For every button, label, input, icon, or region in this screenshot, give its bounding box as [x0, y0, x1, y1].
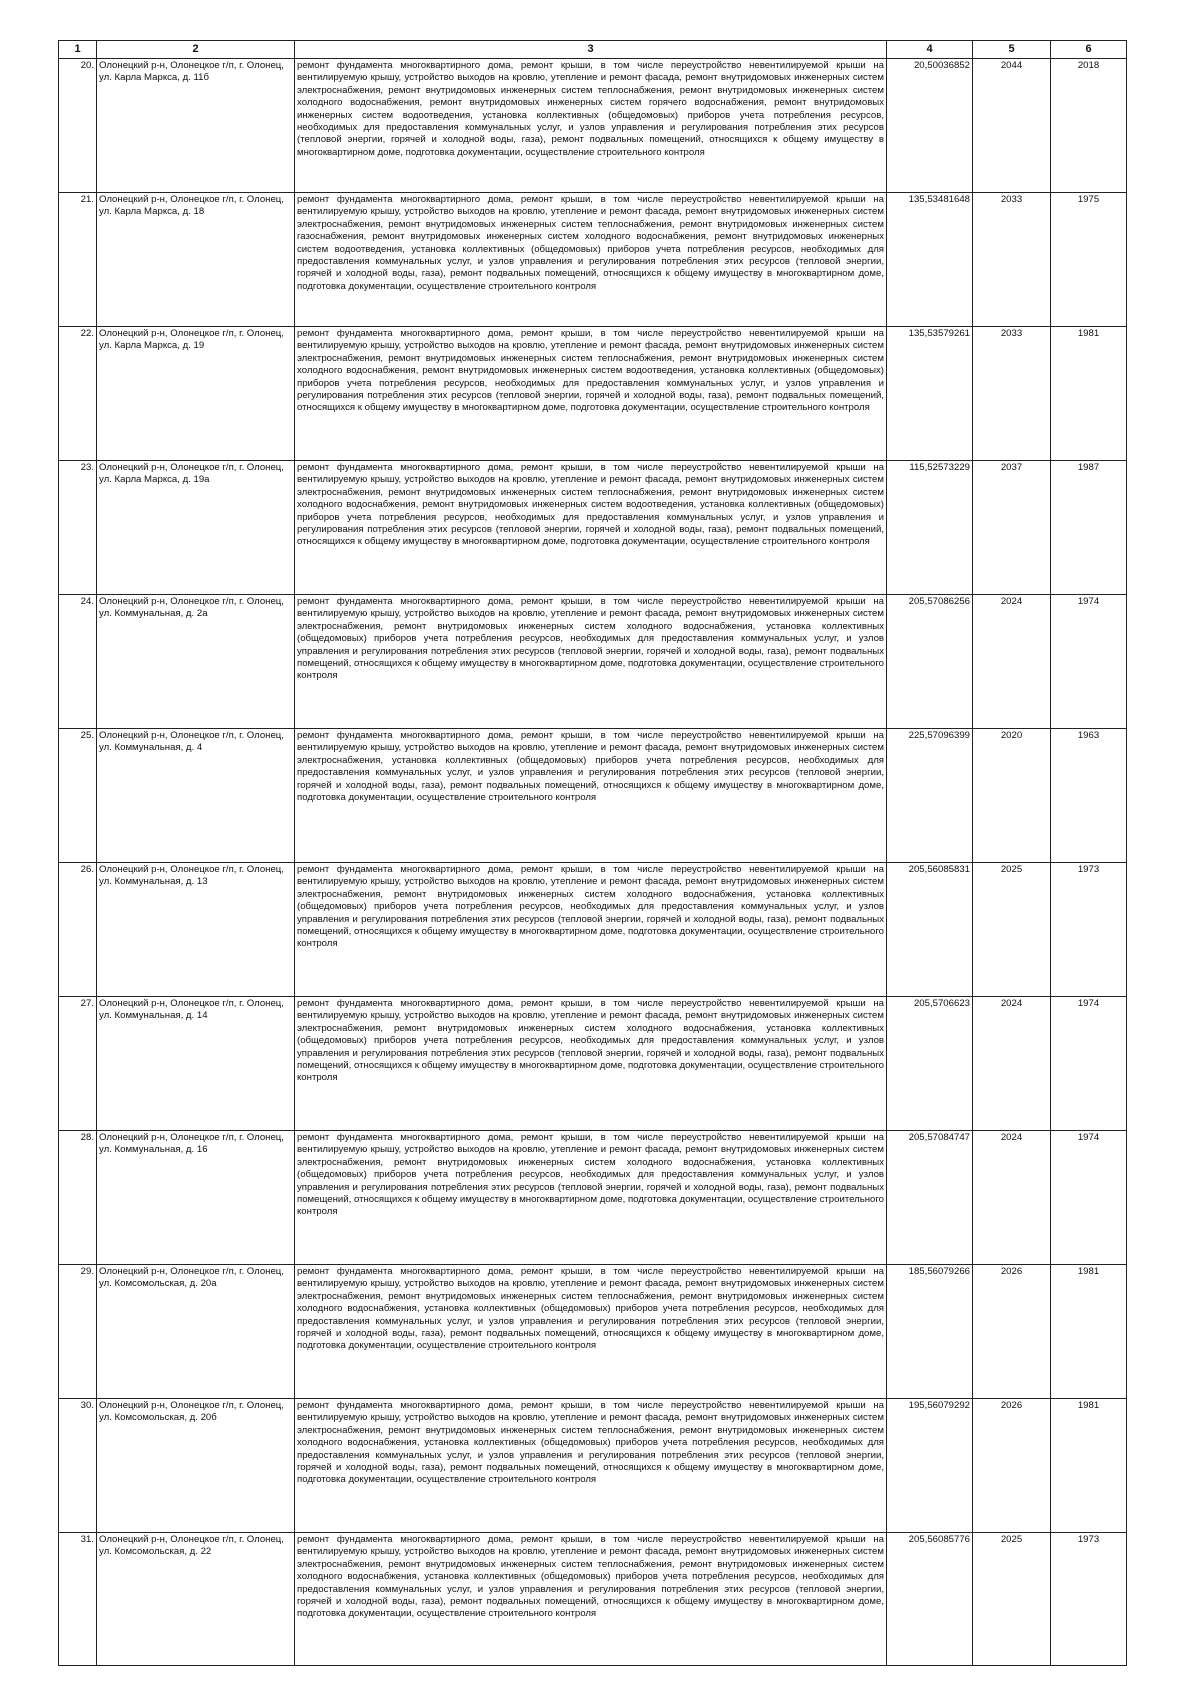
row-number: 24. [59, 595, 97, 729]
row-year-plan: 2024 [973, 997, 1051, 1131]
row-address: Олонецкий р-н, Олонецкое г/п, г. Олонец, ул. Коммунальная, д. 16 [97, 1131, 295, 1265]
row-year-built: 1963 [1051, 729, 1127, 863]
row-value: 135,53579261 [887, 327, 973, 461]
row-value: 115,52573229 [887, 461, 973, 595]
row-address: Олонецкий р-н, Олонецкое г/п, г. Олонец, ул. Коммунальная, д. 13 [97, 863, 295, 997]
row-value: 205,56085831 [887, 863, 973, 997]
document-page [58, 40, 1126, 1666]
row-address: Олонецкий р-н, Олонецкое г/п, г. Олонец, ул. Коммунальная, д. 2а [97, 595, 295, 729]
table-row [59, 193, 1127, 327]
table-row [59, 1533, 1127, 1666]
table-row [59, 1265, 1127, 1399]
row-number: 25. [59, 729, 97, 863]
column-header-2: 2 [97, 41, 295, 59]
row-address: Олонецкий р-н, Олонецкое г/п, г. Олонец, ул. Карла Маркса, д. 18 [97, 193, 295, 327]
row-value: 185,56079266 [887, 1265, 973, 1399]
row-year-plan: 2033 [973, 193, 1051, 327]
row-year-plan: 2025 [973, 1533, 1051, 1666]
row-year-built: 1974 [1051, 1131, 1127, 1265]
row-year-built: 1981 [1051, 1399, 1127, 1533]
column-header-1: 1 [59, 41, 97, 59]
row-year-built: 1975 [1051, 193, 1127, 327]
row-value: 205,5706623 [887, 997, 973, 1131]
row-year-plan: 2024 [973, 1131, 1051, 1265]
row-number: 31. [59, 1533, 97, 1666]
row-works: ремонт фундамента многоквартирного дома, ремонт крыши, в том числе переустройство невентилируемой крыши на вентилируемую крышу, устройство выходов на кровлю, утепление и ремонт фасада, ремонт внутридомовых инженерных систем электроснабжения, ремонт внутридомовых инженерных систем теплоснабжения, ремонт внутридомовых инженерных систем холодного водоснабжения, ремонт внутридомовых инженерных систем водоотведения, установка коллективных (общедомовых) приборов учета потребления ресурсов, необходимых для предоставления коммунальных услуг, и узлов управления и регулирования потребления этих ресурсов (тепловой энергии, горячей и холодной воды, газа), ремонт подвальных помещений, относящихся к общему имуществу в многоквартирном доме, подготовка документации, осуществление строительного контроля [295, 327, 887, 461]
row-value: 195,56079292 [887, 1399, 973, 1533]
row-year-built: 1973 [1051, 1533, 1127, 1666]
row-address: Олонецкий р-н, Олонецкое г/п, г. Олонец, ул. Карла Маркса, д. 19 [97, 327, 295, 461]
row-year-built: 2018 [1051, 59, 1127, 193]
row-works: ремонт фундамента многоквартирного дома, ремонт крыши, в том числе переустройство невентилируемой крыши на вентилируемую крышу, устройство выходов на кровлю, утепление и ремонт фасада, ремонт внутридомовых инженерных систем электроснабжения, ремонт внутридомовых инженерных систем теплоснабжения, ремонт внутридомовых инженерных систем газоснабжения, ремонт внутридомовых инженерных систем холодного водоснабжения, ремонт внутридомовых инженерных систем водоотведения, установка коллективных (общедомовых) приборов учета потребления ресурсов, необходимых для предоставления коммунальных услуг, и узлов управления и регулирования потребления этих ресурсов (тепловой энергии, горячей и холодной воды, газа), ремонт подвальных помещений, относящихся к общему имуществу в многоквартирном доме, подготовка документации, осуществление строительного контроля [295, 193, 887, 327]
row-value: 205,57086256 [887, 595, 973, 729]
row-address: Олонецкий р-н, Олонецкое г/п, г. Олонец, ул. Комсомольская, д. 22 [97, 1533, 295, 1666]
row-year-plan: 2026 [973, 1265, 1051, 1399]
row-year-plan: 2033 [973, 327, 1051, 461]
row-year-plan: 2026 [973, 1399, 1051, 1533]
table-row [59, 461, 1127, 595]
row-year-plan: 2037 [973, 461, 1051, 595]
row-number: 23. [59, 461, 97, 595]
row-year-built: 1987 [1051, 461, 1127, 595]
row-value: 205,56085776 [887, 1533, 973, 1666]
row-address: Олонецкий р-н, Олонецкое г/п, г. Олонец, ул. Карла Маркса, д. 11б [97, 59, 295, 193]
row-address: Олонецкий р-н, Олонецкое г/п, г. Олонец, ул. Коммунальная, д. 4 [97, 729, 295, 863]
row-year-built: 1981 [1051, 1265, 1127, 1399]
row-year-plan: 2025 [973, 863, 1051, 997]
capital-repair-table [58, 40, 1127, 1666]
row-address: Олонецкий р-н, Олонецкое г/п, г. Олонец, ул. Коммунальная, д. 14 [97, 997, 295, 1131]
column-header-4: 4 [887, 41, 973, 59]
table-row [59, 863, 1127, 997]
row-year-built: 1974 [1051, 997, 1127, 1131]
row-address: Олонецкий р-н, Олонецкое г/п, г. Олонец, ул. Комсомольская, д. 20а [97, 1265, 295, 1399]
row-works: ремонт фундамента многоквартирного дома, ремонт крыши, в том числе переустройство невентилируемой крыши на вентилируемую крышу, устройство выходов на кровлю, утепление и ремонт фасада, ремонт внутридомовых инженерных систем электроснабжения, ремонт внутридомовых инженерных систем теплоснабжения, ремонт внутридомовых инженерных систем холодного водоснабжения, установка коллективных (общедомовых) приборов учета потребления ресурсов, необходимых для предоставления коммунальных услуг, и узлов управления и регулирования потребления этих ресурсов (тепловой энергии, горячей и холодной воды, газа), ремонт подвальных помещений, относящихся к общему имуществу в многоквартирном доме, подготовка документации, осуществление строительного контроля [295, 1533, 887, 1666]
table-row [59, 595, 1127, 729]
column-header-6: 6 [1051, 41, 1127, 59]
table-header-row [59, 41, 1127, 59]
row-year-built: 1973 [1051, 863, 1127, 997]
row-address: Олонецкий р-н, Олонецкое г/п, г. Олонец, ул. Карла Маркса, д. 19а [97, 461, 295, 595]
row-number: 26. [59, 863, 97, 997]
column-header-5: 5 [973, 41, 1051, 59]
table-row [59, 1399, 1127, 1533]
row-works: ремонт фундамента многоквартирного дома, ремонт крыши, в том числе переустройство невентилируемой крыши на вентилируемую крышу, устройство выходов на кровлю, утепление и ремонт фасада, ремонт внутридомовых инженерных систем электроснабжения, установка коллективных (общедомовых) приборов учета потребления ресурсов, необходимых для предоставления коммунальных услуг, и узлов управления и регулирования потребления этих ресурсов (тепловой энергии, горячей и холодной воды, газа), ремонт подвальных помещений, относящихся к общему имуществу в многоквартирном доме, подготовка документации, осуществление строительного контроля [295, 729, 887, 863]
row-value: 20,50036852 [887, 59, 973, 193]
row-number: 20. [59, 59, 97, 193]
table-row [59, 327, 1127, 461]
row-value: 205,57084747 [887, 1131, 973, 1265]
row-works: ремонт фундамента многоквартирного дома, ремонт крыши, в том числе переустройство невентилируемой крыши на вентилируемую крышу, устройство выходов на кровлю, утепление и ремонт фасада, ремонт внутридомовых инженерных систем электроснабжения, ремонт внутридомовых инженерных систем холодного водоснабжения, установка коллективных (общедомовых) приборов учета потребления ресурсов, необходимых для предоставления коммунальных услуг, и узлов управления и регулирования потребления этих ресурсов (тепловой энергии, горячей и холодной воды, газа), ремонт подвальных помещений, относящихся к общему имуществу в многоквартирном доме, подготовка документации, осуществление строительного контроля [295, 595, 887, 729]
table-row [59, 997, 1127, 1131]
row-number: 28. [59, 1131, 97, 1265]
row-number: 29. [59, 1265, 97, 1399]
row-works: ремонт фундамента многоквартирного дома, ремонт крыши, в том числе переустройство невентилируемой крыши на вентилируемую крышу, устройство выходов на кровлю, утепление и ремонт фасада, ремонт внутридомовых инженерных систем электроснабжения, ремонт внутридомовых инженерных систем холодного водоснабжения, установка коллективных (общедомовых) приборов учета потребления ресурсов, необходимых для предоставления коммунальных услуг, и узлов управления и регулирования потребления этих ресурсов (тепловой энергии, горячей и холодной воды, газа), ремонт подвальных помещений, относящихся к общему имуществу в многоквартирном доме, подготовка документации, осуществление строительного контроля [295, 863, 887, 997]
row-works: ремонт фундамента многоквартирного дома, ремонт крыши, в том числе переустройство невентилируемой крыши на вентилируемую крышу, устройство выходов на кровлю, утепление и ремонт фасада, ремонт внутридомовых инженерных систем электроснабжения, ремонт внутридомовых инженерных систем холодного водоснабжения, установка коллективных (общедомовых) приборов учета потребления ресурсов, необходимых для предоставления коммунальных услуг, и узлов управления и регулирования потребления этих ресурсов (тепловой энергии, горячей и холодной воды, газа), ремонт подвальных помещений, относящихся к общему имуществу в многоквартирном доме, подготовка документации, осуществление строительного контроля [295, 997, 887, 1131]
row-year-plan: 2044 [973, 59, 1051, 193]
row-number: 27. [59, 997, 97, 1131]
row-works: ремонт фундамента многоквартирного дома, ремонт крыши, в том числе переустройство невентилируемой крыши на вентилируемую крышу, устройство выходов на кровлю, утепление и ремонт фасада, ремонт внутридомовых инженерных систем электроснабжения, ремонт внутридомовых инженерных систем теплоснабжения, ремонт внутридомовых инженерных систем холодного водоснабжения, ремонт внутридомовых инженерных систем водоотведения, установка коллективных (общедомовых) приборов учета потребления ресурсов, необходимых для предоставления коммунальных услуг, и узлов управления и регулирования потребления этих ресурсов (тепловой энергии, горячей и холодной воды, газа), ремонт подвальных помещений, относящихся к общему имуществу в многоквартирном доме, подготовка документации, осуществление строительного контроля [295, 461, 887, 595]
row-works: ремонт фундамента многоквартирного дома, ремонт крыши, в том числе переустройство невентилируемой крыши на вентилируемую крышу, устройство выходов на кровлю, утепление и ремонт фасада, ремонт внутридомовых инженерных систем электроснабжения, ремонт внутридомовых инженерных систем теплоснабжения, ремонт внутридомовых инженерных систем холодного водоснабжения, установка коллективных (общедомовых) приборов учета потребления ресурсов, необходимых для предоставления коммунальных услуг, и узлов управления и регулирования потребления этих ресурсов (тепловой энергии, горячей и холодной воды, газа), ремонт подвальных помещений, относящихся к общему имуществу в многоквартирном доме, подготовка документации, осуществление строительного контроля [295, 1399, 887, 1533]
row-year-plan: 2024 [973, 595, 1051, 729]
row-works: ремонт фундамента многоквартирного дома, ремонт крыши, в том числе переустройство невентилируемой крыши на вентилируемую крышу, устройство выходов на кровлю, утепление и ремонт фасада, ремонт внутридомовых инженерных систем электроснабжения, ремонт внутридомовых инженерных систем холодного водоснабжения, установка коллективных (общедомовых) приборов учета потребления ресурсов, необходимых для предоставления коммунальных услуг, и узлов управления и регулирования потребления этих ресурсов (тепловой энергии, горячей и холодной воды, газа), ремонт подвальных помещений, относящихся к общему имуществу в многоквартирном доме, подготовка документации, осуществление строительного контроля [295, 1131, 887, 1265]
row-number: 21. [59, 193, 97, 327]
table-row [59, 729, 1127, 863]
row-number: 22. [59, 327, 97, 461]
row-works: ремонт фундамента многоквартирного дома, ремонт крыши, в том числе переустройство невентилируемой крыши на вентилируемую крышу, устройство выходов на кровлю, утепление и ремонт фасада, ремонт внутридомовых инженерных систем электроснабжения, ремонт внутридомовых инженерных систем теплоснабжения, ремонт внутридомовых инженерных систем холодного водоснабжения, установка коллективных (общедомовых) приборов учета потребления ресурсов, необходимых для предоставления коммунальных услуг, и узлов управления и регулирования потребления этих ресурсов (тепловой энергии, горячей и холодной воды, газа), ремонт подвальных помещений, относящихся к общему имуществу в многоквартирном доме, подготовка документации, осуществление строительного контроля [295, 1265, 887, 1399]
table-row [59, 59, 1127, 193]
row-works: ремонт фундамента многоквартирного дома, ремонт крыши, в том числе переустройство невентилируемой крыши на вентилируемую крышу, устройство выходов на кровлю, утепление и ремонт фасада, ремонт внутридомовых инженерных систем электроснабжения, ремонт внутридомовых инженерных систем теплоснабжения, ремонт внутридомовых инженерных систем холодного водоснабжения, ремонт внутридомовых инженерных систем горячего водоснабжения, ремонт внутридомовых инженерных систем водоотведения, установка коллективных (общедомовых) приборов учета потребления ресурсов, необходимых для предоставления коммунальных услуг, и узлов управления и регулирования потребления этих ресурсов (тепловой энергии, горячей и холодной воды, газа), ремонт подвальных помещений, относящихся к общему имуществу в многоквартирном доме, подготовка документации, осуществление строительного контроля [295, 59, 887, 193]
row-year-built: 1981 [1051, 327, 1127, 461]
column-header-3: 3 [295, 41, 887, 59]
row-value: 225,57096399 [887, 729, 973, 863]
row-address: Олонецкий р-н, Олонецкое г/п, г. Олонец, ул. Комсомольская, д. 20б [97, 1399, 295, 1533]
row-number: 30. [59, 1399, 97, 1533]
table-row [59, 1131, 1127, 1265]
row-value: 135,53481648 [887, 193, 973, 327]
row-year-built: 1974 [1051, 595, 1127, 729]
row-year-plan: 2020 [973, 729, 1051, 863]
